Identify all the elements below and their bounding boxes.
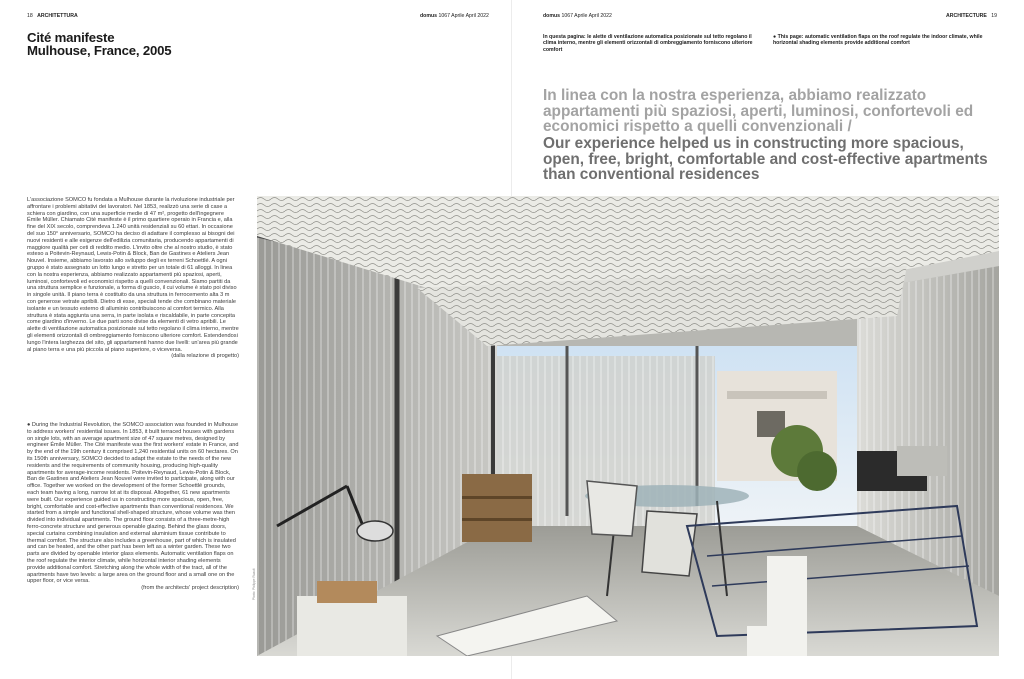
brand-right: domus (543, 13, 561, 19)
brand-left: domus (420, 13, 438, 19)
right-header (946, 13, 997, 19)
left-page-number: 18 (27, 13, 33, 19)
title-line-2: Mulhouse, France, 2005 (27, 43, 172, 58)
caption-italian: In questa pagina: le alette di ventilazione automatica posizionate sul tetto regolano il clima interno, mentre gli elementi orizzontali di ombreggiamento forniscono ulteriore comfort (543, 34, 753, 53)
center-left-header (420, 13, 489, 19)
body-italian-credit: (dalla relazione di progetto) (171, 353, 239, 360)
interior-photo-illustration (257, 196, 999, 656)
pull-quote-english: Our experience helped us in constructing more spacious, open, free, bright, comfortable and cost-effective apartments than conventional residences (543, 135, 988, 184)
caption-english: ● This page: automatic ventilation flaps on the roof regulate the indoor climate, while horizontal shading elements provide additional comfort (773, 34, 983, 47)
right-page-number: 19 (991, 13, 997, 19)
body-english: ● During the Industrial Revolution, the SOMCO association was founded in Mulhouse to address workers' residential issues. In 1853, it built terraced houses with gardens on single lots, with an average apartment size of 47 square metres, designed by engineer Émile Müller. The Cité manifeste was the first workers' estate in France, and by the end of the 19th century it comprised 1,240 residential units on 60 hectares. On its 150th anniversary, SOMCO decided to adapt the estate to the needs of the new residents and the requirements of community housing, producing high-quality apartments for average-income residents. Poitevin-Reynaud, Lewis-Potin & Block, Ban de Gastines and Ateliers Jean Nouvel were invited to participate, along with our office. Together we worked on the development of the former Schoettlé grounds, each team having a long, narrow lot at its disposal. Altogether, 61 new apartments were built. Our experience guided us in constructing more spacious, open, free, bright, comfortable and cost-effective apartments than conventional residences. We started from a simple and functional shell-shaped structure, whose volume was then divided into individual apartments. The ground floor consists of a three-metre-high ferro-concrete structure and generous openable glazing. Behind the glass doors, special curtains combining insulation and external aluminium tissue contribute to thermal comfort. The structure also includes a greenhouse, part of which is insulated and can be heated, and the other part has been left as a winter garden. These two parts are divided by openable interior glass elements. Automatic ventilation flaps on the roof regulate the interior climate, while horizontal interior shading elements provide additional comfort. Stretching along the whole width of the tract, all of the apartments have two levels: a large area on the ground floor and a small one on the upper floor, or vice versa. (27, 422, 239, 585)
left-header (27, 13, 78, 19)
body-english-block (27, 422, 239, 592)
body-italian: L'associazione SOMCO fu fondata a Mulhouse durante la rivoluzione industriale per affrontare i problemi abitativi dei lavoratori. Nel 1853, realizzò una serie di case a schiera con giardino, con una superficie medie di 47 m², progetto dell'ingegnere Émile Müller. Chiamato Cité manifeste è il primo quartiere operaio in Francia e, alla fine del XIX secolo, comprendeva 1.240 unità residenziali su 60 ettari. In occasione del suo 150° anniversario, SOMCO ha deciso di adattare il complesso ai bisogni dei nuovi residenti e alle esigenze dell'edilizia comunitaria, producendo appartamenti di maggiore qualità per ceti di reddito medio. L'invito oltre che al nostro studio, è stato esteso a Poitevin-Reynaud, Lewis-Potin & Block, Ban de Gastines e Ateliers Jean Nouvel. Insieme, abbiamo lavorato allo sviluppo degli ex terreni Schoettlé. A ogni gruppo è stato assegnato un lotto lungo e stretto per un totale di 61 alloggi. In linea con la nostra esperienza, abbiamo realizzato appartamenti più spaziosi, aperti, luminosi, confortevoli ed economici rispetto a quelli convenzionali. Siamo partiti da una struttura semplice e funzionale, a forma di guscio, il cui volume è stato poi diviso in singole unità. Il piano terra è costituito da una struttura in ferrocemento alta 3 m con generose vetrate apribili. Dietro di esse, speciali tende che combinano materiale isolante e un tessuto esterno di alluminio contribuiscono al comfort termico. Alla struttura è stata aggiunta una serra, in parte isolata e riscaldabile, in parte concepita come giardino d'inverno. Le due parti sono divise da elementi di vetro apribili. Le alette di ventilazione automatica posizionate sul tetto regolano il clima interno, mentre gli elementi orizzontali di ombreggiamento forniscono ulteriore comfort. Estendendosi lungo l'intera larghezza del sito, gli appartamenti hanno due livelli: un'area più grande al piano terra e una più piccola al piano superiore, o viceversa. (27, 197, 239, 353)
title-line-1: Cité manifeste (27, 30, 115, 45)
body-english-credit: (from the architects' project description) (141, 585, 239, 592)
photo-credit: Photo: Philippe Ruault (252, 568, 256, 600)
left-section: ARCHITETTURA (37, 13, 78, 19)
body-italian-block (27, 197, 239, 360)
interior-photo (257, 196, 999, 656)
issue-right: 1067 Aprile April 2022 (561, 13, 612, 19)
pull-quote-italian: In linea con la nostra esperienza, abbiamo realizzato appartamenti più spaziosi, aperti, luminosi, confortevoli ed economici rispetto a quelli convenzionali / (543, 87, 974, 136)
page-title (27, 31, 171, 57)
center-right-header (543, 13, 612, 19)
right-section: ARCHITECTURE (945, 13, 987, 19)
issue-left: 1067 Aprile April 2022 (438, 13, 489, 19)
